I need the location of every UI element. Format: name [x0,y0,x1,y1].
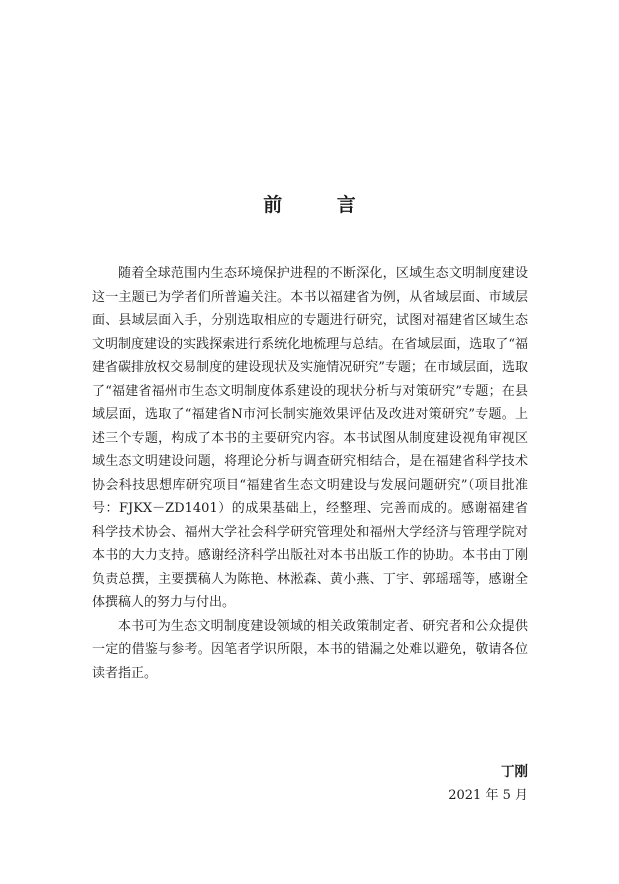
preface-date: 2021 年 5 月 [448,788,528,803]
preface-paragraph-2: 本书可为生态文明制度建设领域的相关政策制定者、研究者和公众提供一定的借鉴与参考。因笔者学识所限，本书的错漏之处难以避免，敬请各位读者指正。 [92,618,528,681]
author-signature: 丁刚 [501,764,528,780]
page-title: 前 言 [263,194,380,216]
preface-paragraph-1: 随着全球范围内生态环境保护进程的不断深化，区域生态文明制度建设这一主题已为学者们所普遍关注。本书以福建省为例，从省域层面、市域层面、县域层面入手，分别选取相应的专题进行研究，试图对福建省区域生态文明制度建设的实践探索进行系统化地梳理与总结。在省域层面，选取了“福建省碳排放权交易制度的建设现状及实施情况研究”专题；在市域层面，选取了“福建省福州市生态文明制度体系建设的现状分析与对策研究”专题；在县域层面，选取了“福建省N市河长制实施效果评估及改进对策研究”专题。上述三个专题，构成了本书的主要研究内容。本书试图从制度建设视角审视区域生态文明建设问题，将理论分析与调查研究相结合，是在福建省科学技术协会科技思想库研究项目“福建省生态文明建设与发展问题研究”（项目批准号：FJKX－ZD1401）的成果基础上，经整理、完善而成的。感谢福建省科学技术协会、福州大学社会科学研究管理处和福州大学经济与管理学院对本书的大力支持。感谢经济科学出版社对本书出版工作的协助。本书由丁刚负责总撰，主要撰稿人为陈艳、林淞森、黄小燕、丁宇、郭瑶瑶等，感谢全体撰稿人的努力与付出。 [92,266,528,610]
preface-body [92,262,528,685]
